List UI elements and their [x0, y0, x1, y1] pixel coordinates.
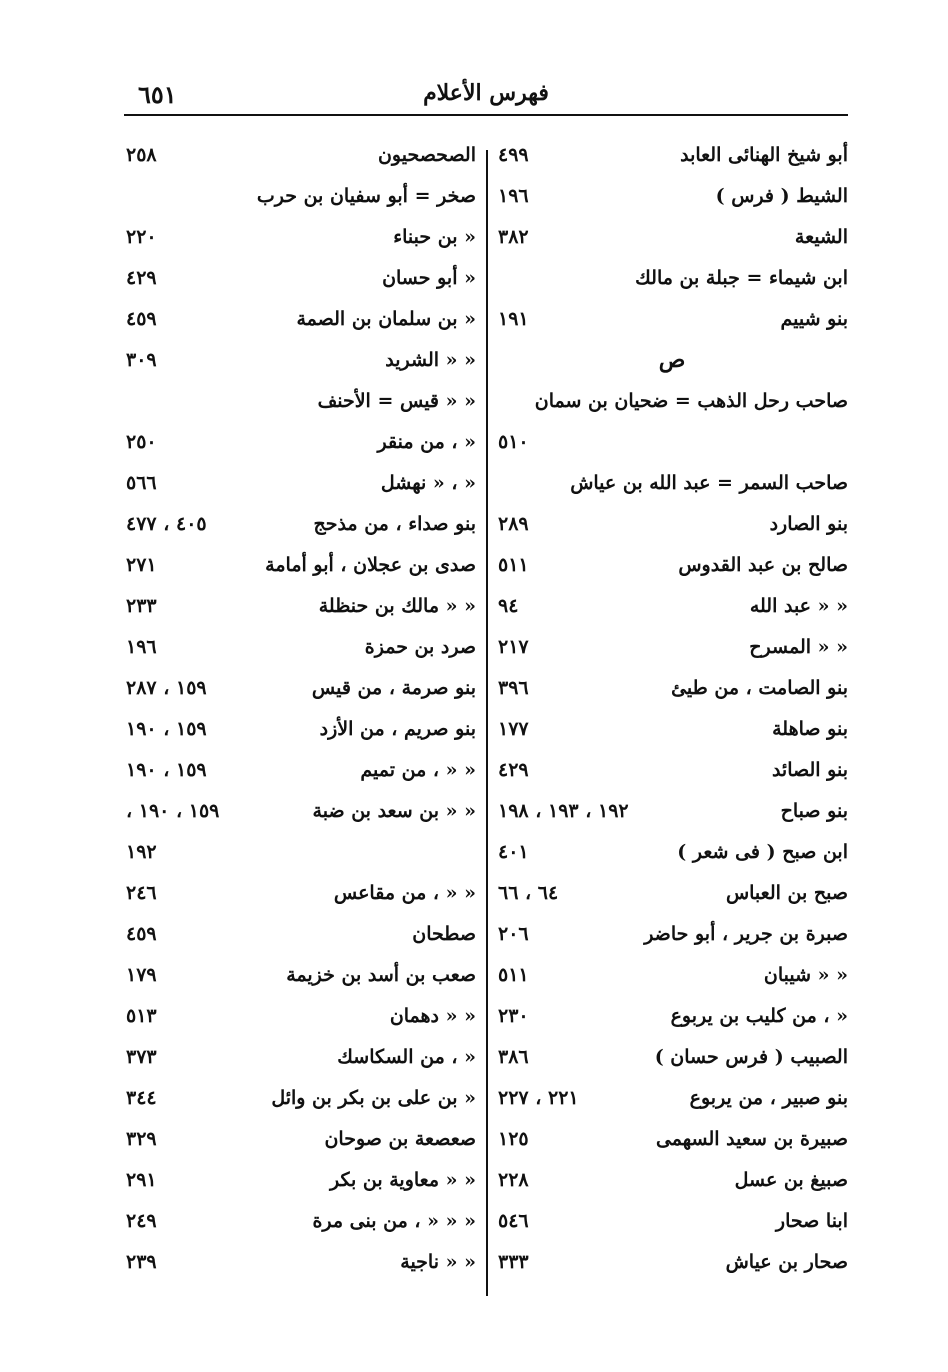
entry-pages: ٤٠٥ ، ٤٧٧ — [126, 513, 207, 535]
entry-name: ابن صبح ( فى شعر ) — [677, 841, 848, 863]
index-entry — [124, 258, 476, 299]
entry-name: « « مالك بن حنظلة — [318, 595, 476, 617]
index-entry — [496, 750, 848, 791]
index-entry — [124, 381, 476, 422]
index-entry — [124, 709, 476, 750]
entry-name: صرد بن حمزة — [364, 636, 476, 658]
entry-name: صبيغ بن عسل — [734, 1169, 848, 1191]
entry-name: الشيط ( فرس ) — [715, 185, 848, 207]
entry-pages: ٣٨٢ — [498, 226, 529, 248]
page-number: ٦٥١ — [138, 80, 177, 109]
entry-pages: ٤٥٩ — [126, 308, 157, 330]
entry-name: ابن شيماء = جبلة بن مالك — [635, 267, 848, 289]
index-entry — [496, 791, 848, 832]
index-entry — [124, 1119, 476, 1160]
entry-pages: ٤٥٩ — [126, 923, 157, 945]
entry-name: « ، « نهشل — [380, 472, 476, 494]
entry-pages: ٤٢٩ — [498, 759, 529, 781]
index-entry — [124, 996, 476, 1037]
index-entry — [496, 504, 848, 545]
entry-name: صاحب السمر = عبد الله بن عياش — [570, 472, 848, 494]
page-title: فهرس الأعلام — [423, 80, 549, 106]
index-entry — [496, 1037, 848, 1078]
entry-name: صاحب رحل الذهب = ضحيان بن سمان — [534, 390, 848, 412]
entry-pages: ٢٤٩ — [126, 1210, 157, 1232]
entry-pages: ٢٨٩ — [498, 513, 529, 535]
entry-pages: ٩٤ — [498, 595, 519, 617]
entry-pages: ١٢٥ — [498, 1128, 529, 1150]
index-entry — [124, 791, 476, 832]
entry-name: بنو صرمة ، من قيس — [311, 677, 476, 699]
index-entry — [496, 586, 848, 627]
entry-pages: ١٩٢ — [126, 841, 157, 863]
index-entry — [496, 176, 848, 217]
entry-name: الصحصحيون — [377, 144, 476, 166]
entry-name: بنو صريم ، من الأزد — [319, 718, 476, 740]
index-entry — [496, 832, 848, 873]
entry-name: « « معاوية بن بكر — [329, 1169, 476, 1191]
index-entry — [496, 1078, 848, 1119]
index-entry — [124, 668, 476, 709]
entry-pages: ١٥٩ ، ١٩٠ — [126, 759, 207, 781]
entry-pages: ٤٩٩ — [498, 144, 529, 166]
entry-name: « بن حبناء — [393, 226, 476, 248]
index-entry — [496, 463, 848, 504]
entry-pages: ٣٠٩ — [126, 349, 157, 371]
entry-name: بنو الصائد — [771, 759, 848, 781]
entry-pages: ١٩٦ — [126, 636, 157, 658]
index-entry — [124, 217, 476, 258]
index-entry — [124, 627, 476, 668]
index-entry — [124, 1242, 476, 1283]
index-entry — [124, 914, 476, 955]
index-entry — [496, 955, 848, 996]
right-column — [496, 135, 848, 1283]
entry-pages: ٢٧١ — [126, 554, 157, 576]
index-entry — [496, 996, 848, 1037]
entry-pages: ٢٢٠ — [126, 226, 157, 248]
entry-pages: ٢٣٩ — [126, 1251, 157, 1273]
entry-pages: ٣٧٣ — [126, 1046, 157, 1068]
column-divider — [486, 150, 488, 1296]
entry-pages: ١٥٩ ، ١٩٠ — [126, 718, 207, 740]
entry-pages: ٢٥٠ — [126, 431, 157, 453]
index-entry — [496, 217, 848, 258]
entry-name: « « الشريد — [385, 349, 476, 371]
entry-pages: ١٥٩ ، ٢٨٧ — [126, 677, 207, 699]
entry-pages: ٢١٧ — [498, 636, 529, 658]
entry-name: بنو صداء ، من مذحج — [313, 513, 476, 535]
entry-pages: ٣٣٣ — [498, 1251, 529, 1273]
entry-name: بنو صباح — [780, 800, 848, 822]
index-entry — [124, 1201, 476, 1242]
entry-pages: ١٩١ — [498, 308, 529, 330]
entry-name: صالح بن عبد القدوس — [678, 554, 848, 576]
entry-pages: ٥٦٦ — [126, 472, 157, 494]
index-entry — [496, 627, 848, 668]
entry-pages: ٢٢٨ — [498, 1169, 529, 1191]
entry-pages: ٢٢١ ، ٢٢٧ — [498, 1087, 579, 1109]
entry-name: « « شيبان — [763, 964, 848, 986]
index-entry — [124, 504, 476, 545]
entry-name: « ، من السكاسك — [337, 1046, 476, 1068]
index-entry — [496, 545, 848, 586]
index-entry — [124, 545, 476, 586]
entry-name: صطحان — [412, 923, 476, 945]
entry-name: « بن على بن بكر بن وائل — [271, 1087, 476, 1109]
entry-name: صحار بن عياش — [725, 1251, 848, 1273]
index-entry — [124, 299, 476, 340]
index-entry — [124, 463, 476, 504]
index-entry — [496, 873, 848, 914]
entry-name: « « ، من مقاعس — [333, 882, 476, 904]
index-entry — [496, 258, 848, 299]
entry-name: صعصعة بن صوحان — [324, 1128, 476, 1150]
entry-name: « « قيس = الأحنف — [317, 390, 476, 412]
entry-pages: ٣٤٤ — [126, 1087, 157, 1109]
entry-pages: ٣٩٦ — [498, 677, 529, 699]
entry-pages: ٤٢٩ — [126, 267, 157, 289]
entry-pages: ٥١١ — [498, 554, 529, 576]
index-entry — [124, 135, 476, 176]
section-letter — [496, 340, 848, 381]
entry-name: صبيرة بن سعيد السهمى — [655, 1128, 848, 1150]
entry-pages: ١٩٢ ، ١٩٣ ، ١٩٨ — [498, 800, 629, 822]
entry-name: بنو صبير ، من يربوع — [689, 1087, 848, 1109]
entry-name: « بن سلمان بن الصمة — [296, 308, 476, 330]
page-header — [124, 76, 848, 116]
entry-pages: ٣٨٦ — [498, 1046, 529, 1068]
index-entry — [124, 1160, 476, 1201]
entry-pages: ٥١٣ — [126, 1005, 157, 1027]
index-entry — [496, 1119, 848, 1160]
index-entry — [124, 422, 476, 463]
entry-name: أبو شيخ الهنائى العابد — [680, 144, 848, 166]
entry-pages: ٢٥٨ — [126, 144, 157, 166]
index-entry — [496, 135, 848, 176]
entry-name: بنو الصارد — [769, 513, 848, 535]
index-entry — [496, 381, 848, 422]
entry-pages: ٥١١ — [498, 964, 529, 986]
entry-name: « « المسرح — [749, 636, 848, 658]
index-entry — [124, 832, 476, 873]
entry-name: « ، من منقر — [377, 431, 476, 453]
index-entry — [496, 709, 848, 750]
entry-pages: ٦٤ ، ٦٦ — [498, 882, 559, 904]
entry-name: صدى بن عجلان ، أبو أمامة — [265, 554, 476, 576]
entry-name: « « ، من تميم — [360, 759, 476, 781]
entry-name: الصبيب ( فرس حسان ) — [654, 1046, 848, 1068]
entry-name: الشيعة — [794, 226, 848, 248]
entry-pages: ١٧٧ — [498, 718, 529, 740]
entry-pages: ١٥٩ ، ١٩٠ ، — [126, 800, 220, 822]
entry-pages: ٢٤٦ — [126, 882, 157, 904]
entry-name: « « بن سعد بن ضبة — [312, 800, 476, 822]
entry-name: « « « ، من بنى مرة — [312, 1210, 476, 1232]
index-entry — [124, 873, 476, 914]
entry-pages: ٤٠١ — [498, 841, 529, 863]
section-letter-label: ص — [658, 347, 686, 373]
entry-name: صعب بن أسد بن خزيمة — [286, 964, 476, 986]
index-entry — [496, 299, 848, 340]
index-entry — [496, 1242, 848, 1283]
entry-pages: ٣٢٩ — [126, 1128, 157, 1150]
header-rule — [124, 114, 848, 116]
entry-pages: ٢٠٦ — [498, 923, 529, 945]
entry-pages: ٢٣٠ — [498, 1005, 529, 1027]
index-entry — [124, 176, 476, 217]
index-entry — [124, 750, 476, 791]
index-entry — [124, 1037, 476, 1078]
entry-name: « « دهمان — [389, 1005, 476, 1027]
entry-name: « « ناجية — [400, 1251, 476, 1273]
entry-pages: ٢٩١ — [126, 1169, 157, 1191]
index-entry — [496, 1160, 848, 1201]
entry-name: بنو الصامت ، من طيئ — [671, 677, 848, 699]
entry-name: صبح بن العباس — [725, 882, 848, 904]
entry-name: « ، من كليب بن يربوع — [670, 1005, 848, 1027]
index-entry — [124, 586, 476, 627]
index-entry — [496, 914, 848, 955]
entry-name: صخر = أبو سفيان بن حرب — [256, 185, 476, 207]
entry-pages: ٥١٠ — [498, 431, 529, 453]
index-entry — [496, 1201, 848, 1242]
index-entry — [124, 1078, 476, 1119]
left-column — [124, 135, 476, 1283]
entry-name: ابنا صحار — [775, 1210, 848, 1232]
entry-pages: ٥٤٦ — [498, 1210, 529, 1232]
entry-name: « أبو حسان — [382, 267, 476, 289]
entry-name: صبرة بن جرير ، أبو حاضر — [644, 923, 848, 945]
entry-name: بنو شييم — [780, 308, 848, 330]
index-entry — [124, 340, 476, 381]
index-entry — [124, 955, 476, 996]
entry-name: بنو صاهلة — [772, 718, 848, 740]
index-entry — [496, 668, 848, 709]
index-entry — [496, 422, 848, 463]
entry-pages: ١٩٦ — [498, 185, 529, 207]
entry-pages: ٢٣٣ — [126, 595, 157, 617]
entry-pages: ١٧٩ — [126, 964, 157, 986]
entry-name: « « عبد الله — [749, 595, 848, 617]
